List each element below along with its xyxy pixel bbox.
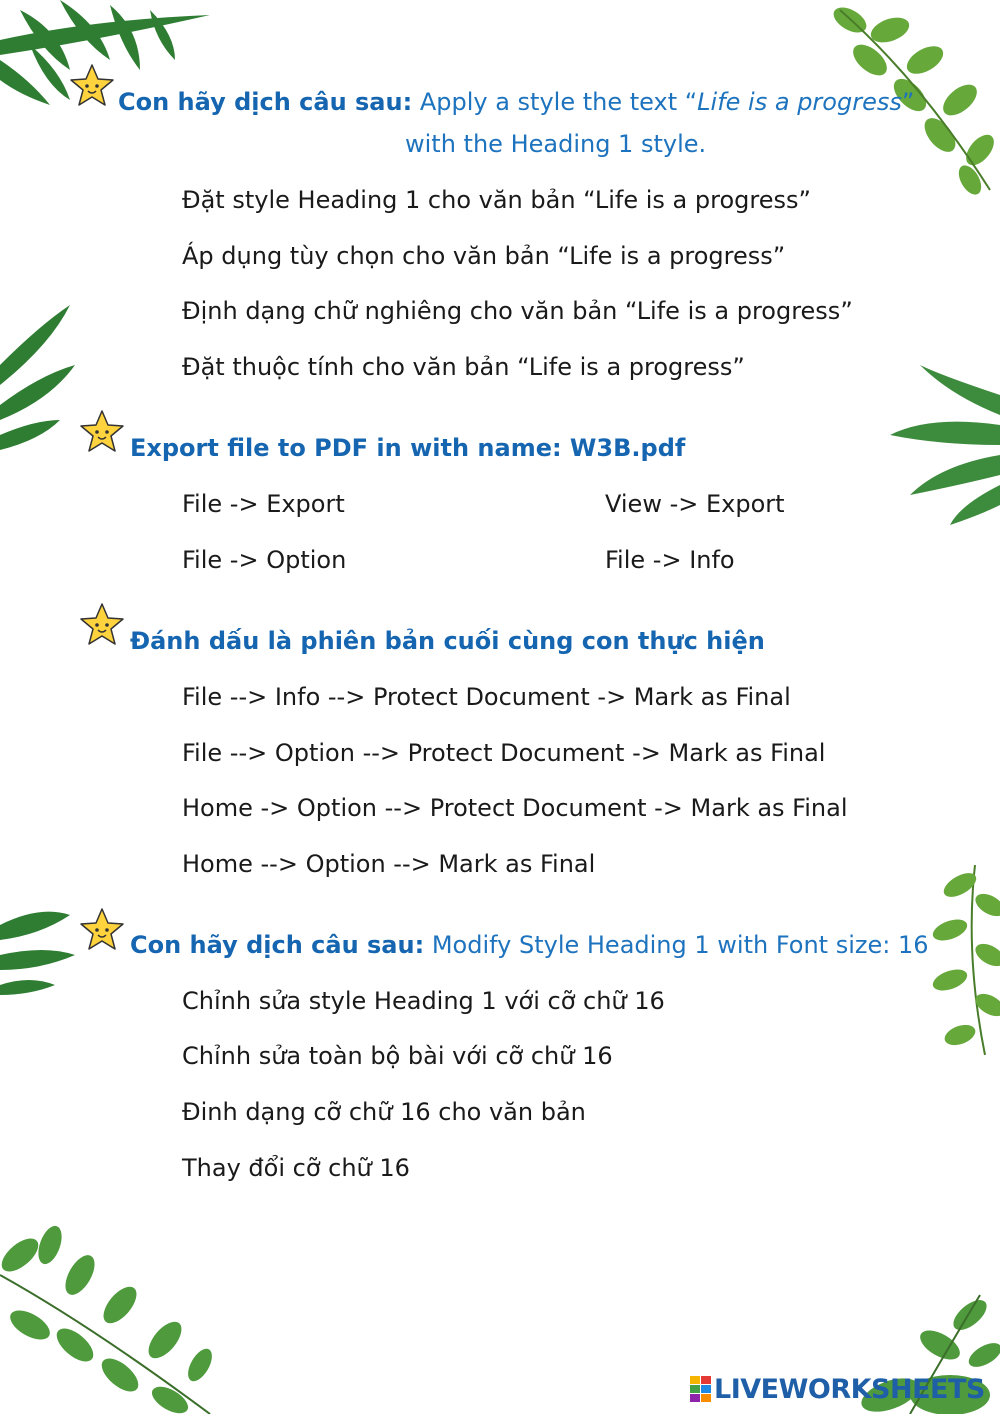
answer-option[interactable]: Đặt style Heading 1 cho văn bản “Life is a progress” (182, 186, 811, 214)
question-text: Modify Style Heading 1 with Font size: 16 (424, 931, 929, 959)
question-1-line2 (0, 130, 1000, 158)
logo-text: LIVEWORKSHEETS (714, 1373, 985, 1405)
answer-option[interactable]: File --> Info --> Protect Document -> Mark as Final (182, 683, 791, 711)
answer-option[interactable]: Chỉnh sửa toàn bộ bài với cỡ chữ 16 (182, 1042, 613, 1070)
liveworksheets-logo (690, 1372, 985, 1406)
answer-option[interactable]: Đặt thuộc tính cho văn bản “Life is a progress” (182, 353, 745, 381)
logo-icon (690, 1376, 712, 1402)
answer-option[interactable]: Đinh dạng cỡ chữ 16 cho văn bản (182, 1098, 586, 1126)
leaves-bottom-left (0, 1215, 220, 1414)
answer-option[interactable]: Thay đổi cỡ chữ 16 (182, 1154, 410, 1182)
answer-option[interactable]: Home -> Option --> Protect Document -> Mark as Final (182, 794, 848, 822)
question-text-italic: Life is a progress (697, 88, 902, 116)
question-1-title (0, 88, 1000, 116)
question-3-title (0, 627, 1000, 655)
question-label: Export file to PDF in with name: W3B.pdf (130, 434, 686, 462)
question-2-title (0, 434, 1000, 462)
answer-option[interactable]: View -> Export (605, 490, 785, 518)
leaves-right-lower (915, 865, 1000, 1055)
question-text: Apply a style the text “ (412, 88, 698, 116)
answer-option[interactable]: Chỉnh sửa style Heading 1 với cỡ chữ 16 (182, 987, 665, 1015)
answer-option[interactable]: File -> Info (605, 546, 735, 574)
question-text-end: ” (901, 88, 915, 116)
question-text-line2: with the Heading 1 style. (405, 130, 707, 158)
answer-option[interactable]: File --> Option --> Protect Document -> Mark as Final (182, 739, 826, 767)
question-label: Đánh dấu là phiên bản cuối cùng con thực hiện (130, 627, 765, 655)
question-4-title (0, 931, 1000, 959)
question-label: Con hãy dịch câu sau: (118, 88, 413, 116)
answer-option[interactable]: Định dạng chữ nghiêng cho văn bản “Life is a progress” (182, 297, 853, 325)
answer-option[interactable]: File -> Option (182, 546, 347, 574)
leaves-left-mid (0, 305, 80, 455)
answer-option[interactable]: Áp dụng tùy chọn cho văn bản “Life is a progress” (182, 242, 786, 270)
question-label: Con hãy dịch câu sau: (130, 931, 425, 959)
answer-option[interactable]: Home --> Option --> Mark as Final (182, 850, 596, 878)
answer-option[interactable]: File -> Export (182, 490, 345, 518)
